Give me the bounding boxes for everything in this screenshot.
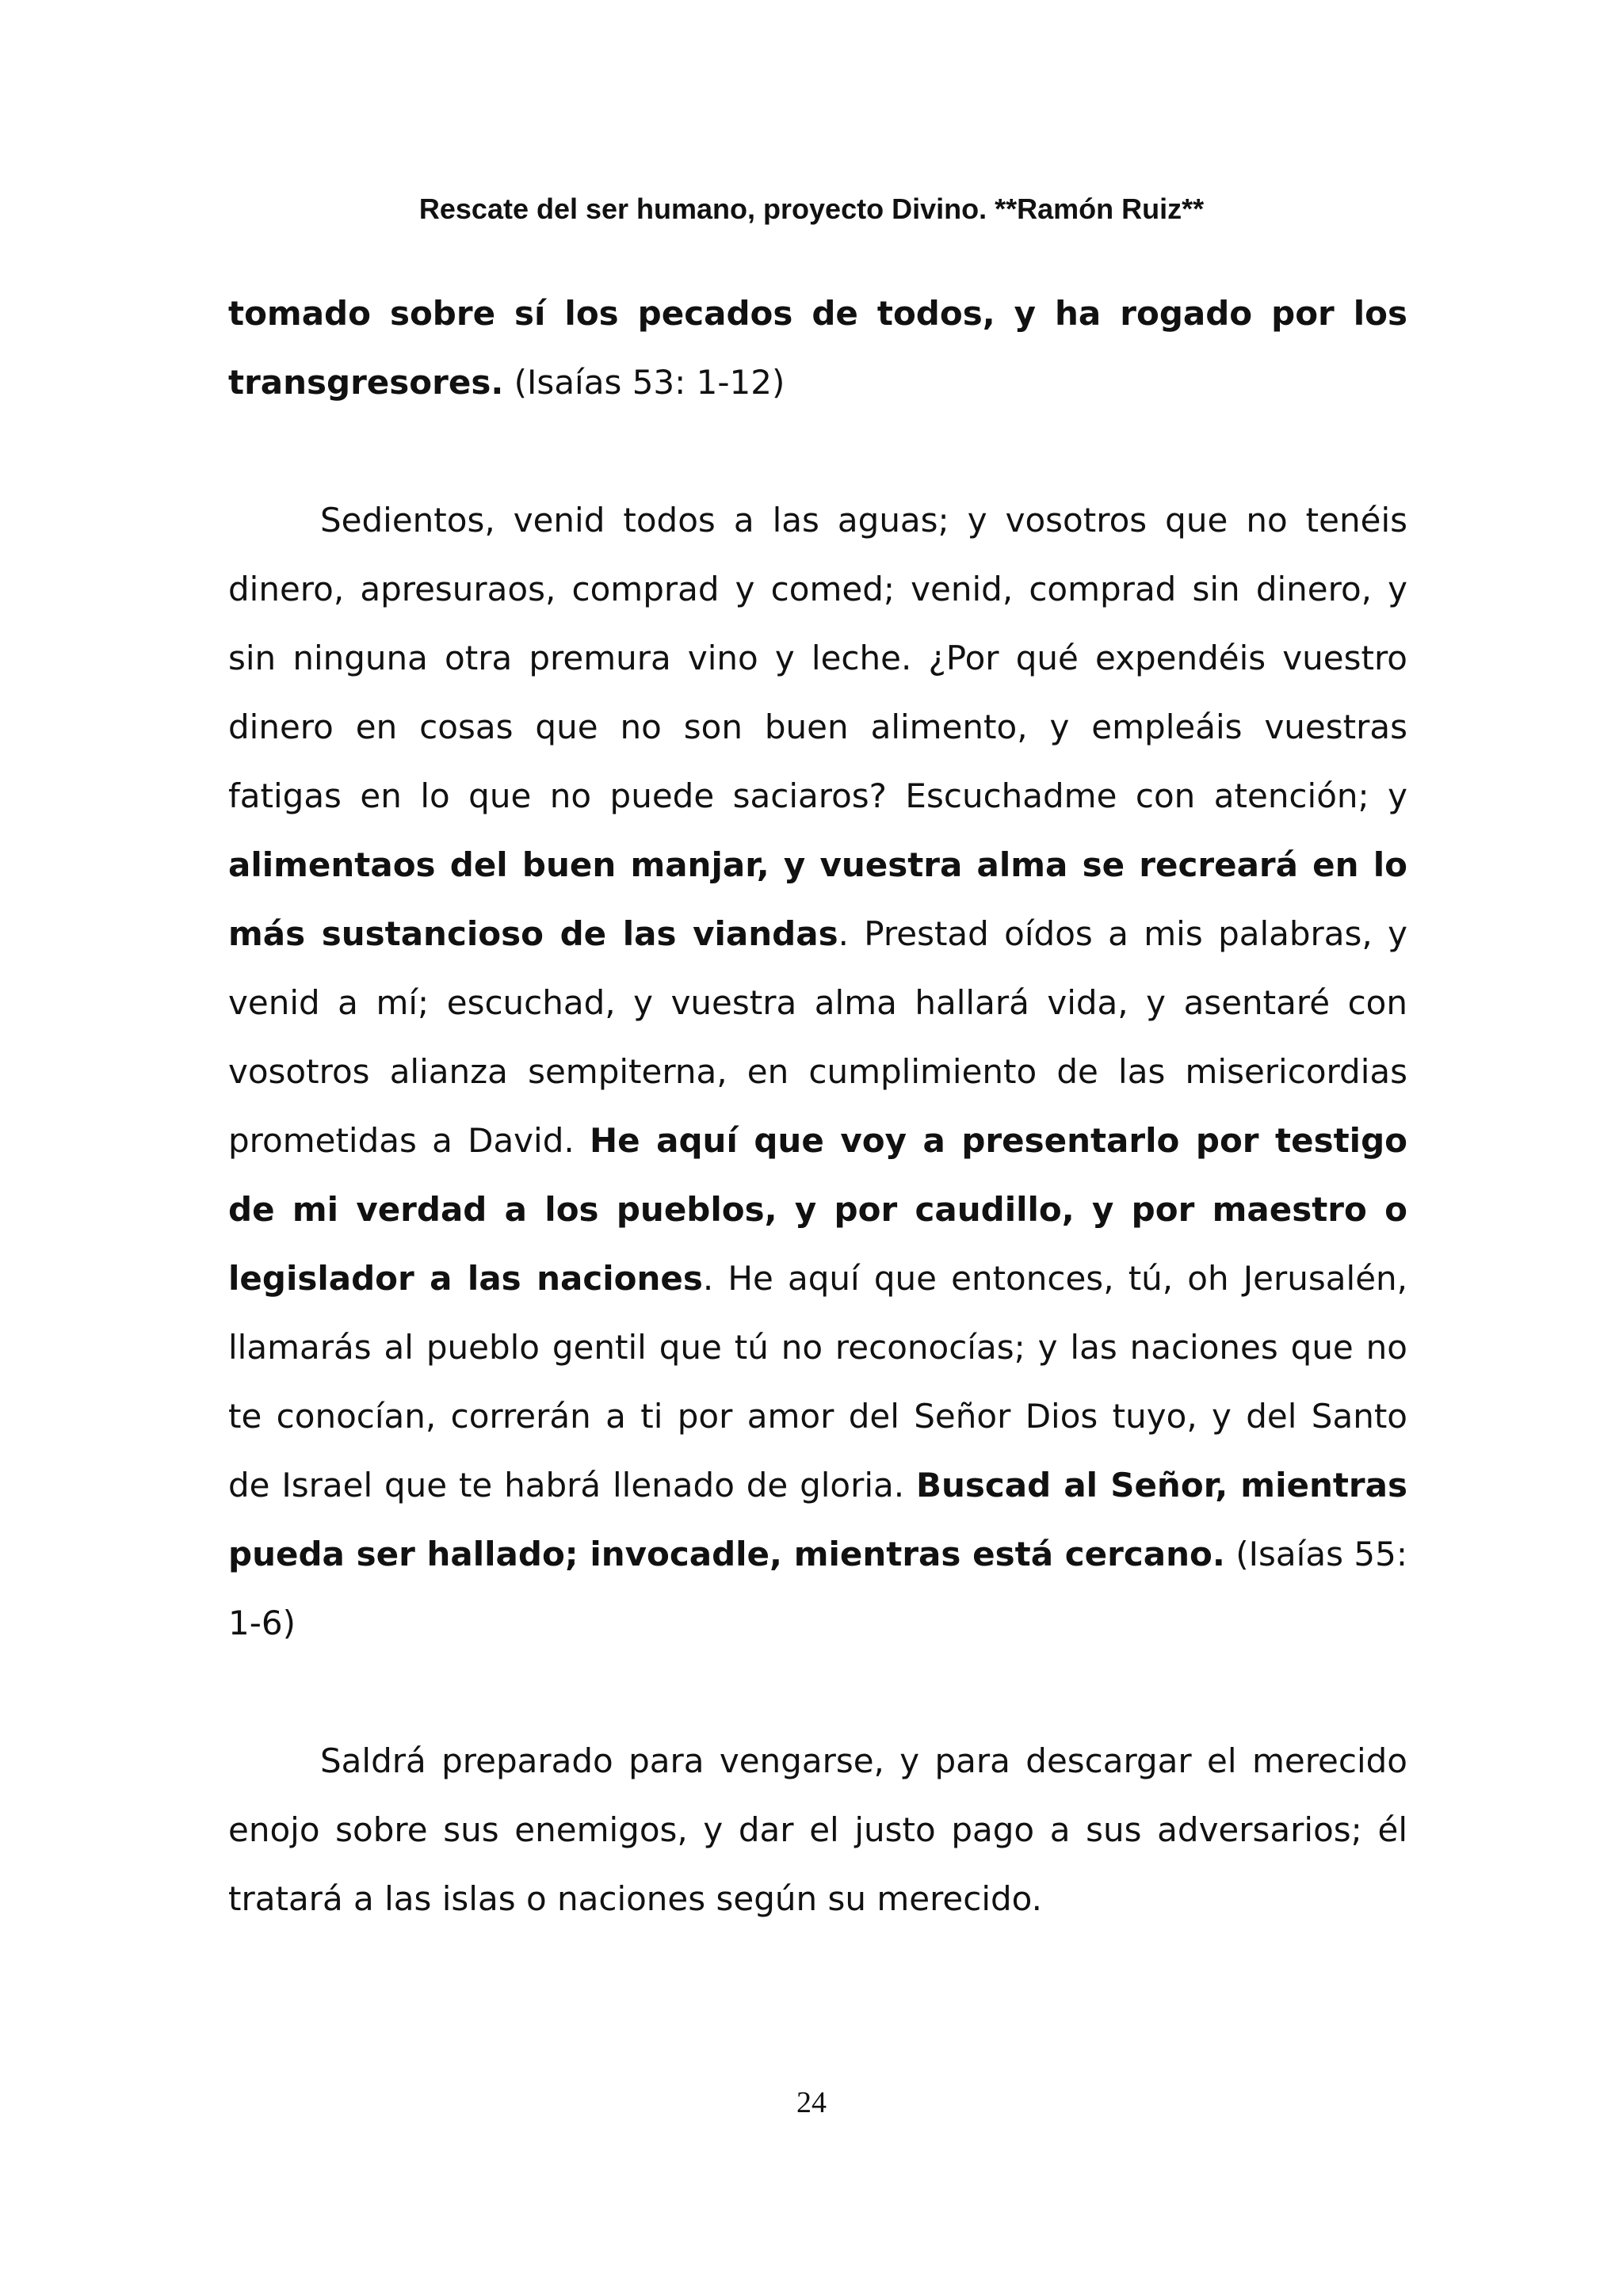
page-number: 24 [796, 2086, 827, 2119]
citation: (Isaías 53: 1-12) [503, 363, 785, 402]
bold-text: He aquí que voy a presentarlo por testigo de mi verdad a los pueblos, y por caudillo, y por maestro o legislador a las naciones [228, 1121, 1407, 1298]
bold-text: tomado sobre sí los pecados de todos, y ha rogado por los transgresores. [228, 294, 1407, 402]
text-run: Sedientos, venid todos a las aguas; y vosotros que no tenéis dinero, apresuraos, comprad y comed; venid, comprad sin dinero, y sin ninguna otra premura vino y leche. ¿Por qué expendéis vuestro dinero en cosas que no son buen alimento, y empleáis vuestras fatigas en lo que no puede saciaros? Escuchadme con atención; y [228, 501, 1407, 815]
paragraph-1 [228, 279, 1407, 417]
text-run: Saldrá preparado para vengarse, y para descargar el merecido enojo sobre sus enemigos, y dar el justo pago a sus adversarios; él tratará a las islas o naciones según su merecido. [228, 1741, 1407, 1918]
bold-text: alimentaos del buen manjar, y vuestra alma se recreará en lo más sustancioso de las viandas [228, 845, 1407, 953]
body-text [228, 279, 1407, 1933]
text-run: . Prestad oídos a mis palabras, y venid a mí; escuchad, y vuestra alma hallará vida, y asentaré con vosotros alianza sempiterna, en cumplimiento de las misericordias prometidas a David. [228, 914, 1407, 1160]
citation: (Isaías 55: 1-6) [228, 1535, 1407, 1642]
bold-text: Buscad al Señor, mientras pueda ser hallado; invocadle, mientras está cercano. [228, 1466, 1407, 1573]
text-run: . He aquí que entonces, tú, oh Jerusalén, llamarás al pueblo gentil que tú no reconocías; y las naciones que no te conocían, correrán a ti por amor del Señor Dios tuyo, y del Santo de Israel que te habrá llenado de gloria. [228, 1259, 1408, 1505]
paragraph-2 [228, 486, 1407, 1657]
running-header: Rescate del ser humano, proyecto Divino. **Ramón Ruiz** [418, 193, 1205, 225]
paragraph-3 [228, 1726, 1407, 1933]
